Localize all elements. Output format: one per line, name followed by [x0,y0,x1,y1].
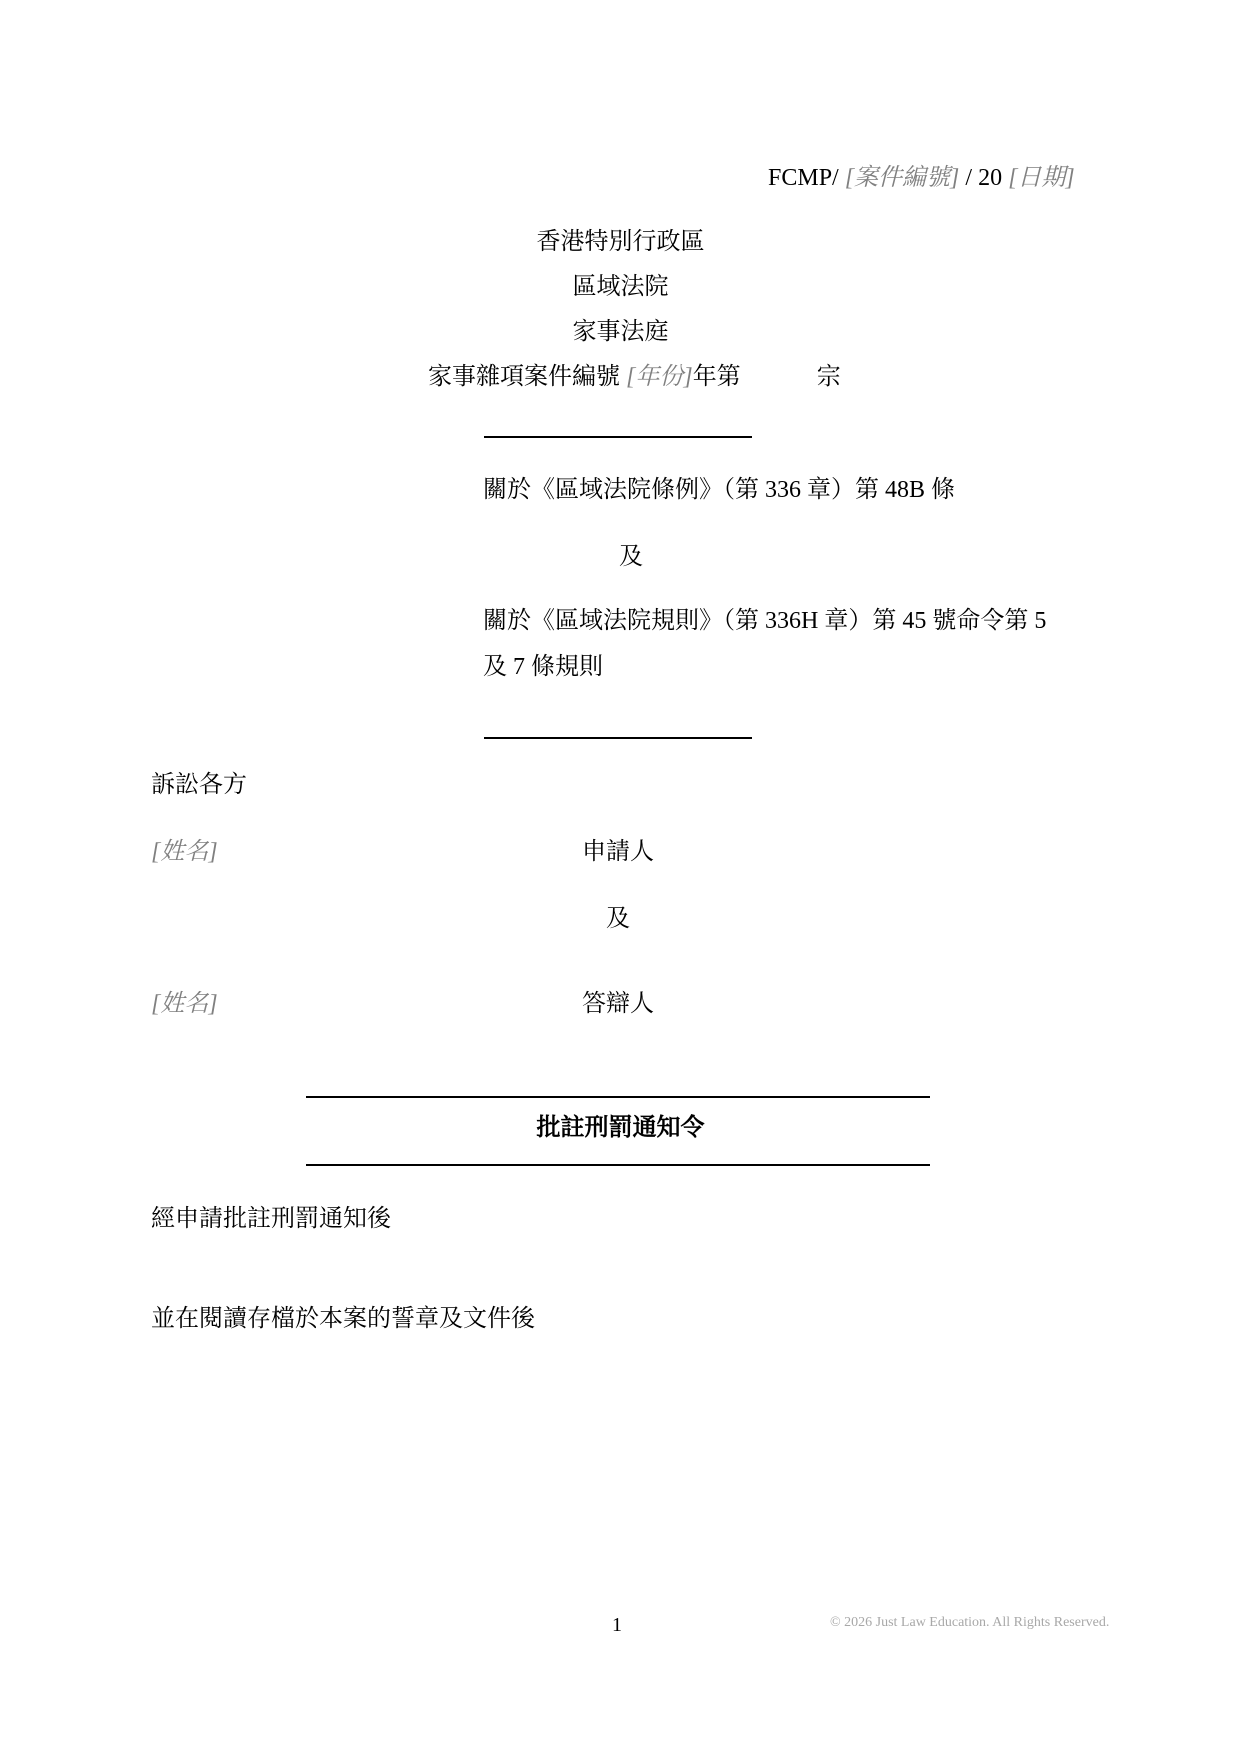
title-rule-bottom [306,1164,930,1166]
page-number: 1 [612,1614,622,1636]
order-paragraph-1: 經申請批註刑罰通知後 [151,1206,391,1232]
case-number-suffix: 宗 [816,364,841,390]
matter-rules-line1: 關於《區域法院規則》（第 336H 章）第 45 號命令第 5 [483,608,1047,634]
parties-heading: 訴訟各方 [151,772,247,798]
case-number-line [428,363,841,392]
matter-rules-line2: 及 7 條規則 [483,654,603,680]
order-title: 批註刑罰通知令 [536,1115,705,1141]
divider-bottom [484,737,752,739]
respondent-role: 答辯人 [582,991,654,1017]
court-name: 區域法院 [572,274,669,300]
date-placeholder[interactable]: [日期] [1008,165,1075,191]
order-paragraph-2: 並在閱讀存檔於本案的誓章及文件後 [151,1306,535,1332]
copyright-notice: © 2026 Just Law Education. All Rights Reserved. [830,1615,1110,1630]
case-ref-prefix: FCMP/ [768,165,845,191]
case-ref-middle: / 20 [959,165,1009,191]
case-number-year-label: 年第 [692,364,741,390]
title-rule-top [306,1096,930,1098]
case-number-prefix: 家事雜項案件編號 [428,364,626,390]
year-placeholder[interactable]: [年份] [626,364,693,390]
applicant-name-placeholder[interactable]: [姓名] [151,839,218,865]
respondent-name-placeholder[interactable]: [姓名] [151,991,218,1017]
court-region: 香港特別行政區 [536,229,705,255]
applicant-role: 申請人 [582,839,654,865]
court-division: 家事法庭 [572,319,669,345]
case-reference [768,164,1075,193]
case-number-placeholder[interactable]: [案件編號] [844,165,960,191]
matter-ordinance: 關於《區域法院條例》（第 336 章）第 48B 條 [483,477,956,503]
parties-and: 及 [606,906,630,932]
matter-and: 及 [619,544,643,570]
divider-top [484,436,752,438]
